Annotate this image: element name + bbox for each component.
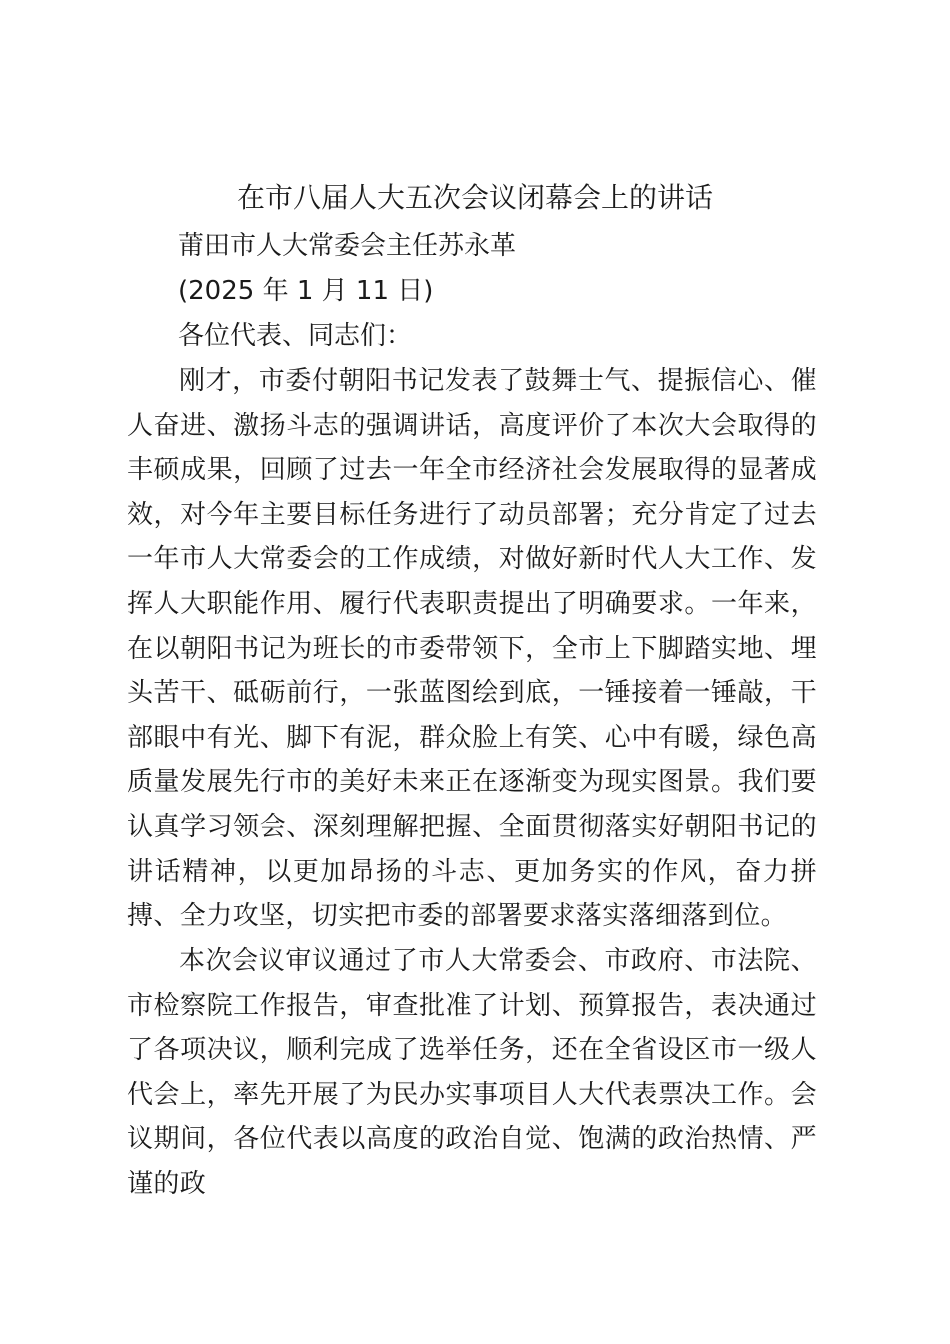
salutation: 各位代表、同志们： <box>178 321 413 351</box>
paragraph-2: 本次会议审议通过了市人大常委会、市政府、市法院、市检察院工作报告，审查批准了计划、预算报告，表决通过了各项决议，顺利完成了选举任务，还在全省设区市一级人代会上，率先开展了为民办实事项目人大代表票决工作。会议期间，各位代表以高度的政治自觉、饱满的政治热情、严谨的政 <box>127 946 817 1199</box>
paragraph-1: 刚才，市委付朝阳书记发表了鼓舞士气、提振信心、催人奋进、激扬斗志的强调讲话，高度评价了本次大会取得的丰硕成果，回顾了过去一年全市经济社会发展取得的显著成效，对今年主要目标任务进行了动员部署；充分肯定了过去一年市人大常委会的工作成绩，对做好新时代人大工作、发挥人大职能作用、履行代表职责提出了明确要求。一年来，在以朝阳书记为班长的市委带领下，全市上下脚踏实地、埋头苦干、砥砺前行，一张蓝图绘到底，一锤接着一锤敲，干部眼中有光、脚下有泥，群众脸上有笑、心中有暖，绿色高质量发展先行市的美好未来正在逐渐变为现实图景。我们要认真学习领会、深刻理解把握、全面贯彻落实好朝阳书记的讲话精神，以更加昂扬的斗志、更加务实的作风，奋力拼搏、全力攻坚，切实把市委的部署要求落实落细落到位。 <box>127 366 817 932</box>
document-title: 在市八届人大五次会议闭幕会上的讲话 <box>236 181 713 214</box>
speaker-line: 莆田市人大常委会主任苏永革 <box>178 231 517 261</box>
date-line: (2025 年 1 月 11 日) <box>178 276 434 306</box>
